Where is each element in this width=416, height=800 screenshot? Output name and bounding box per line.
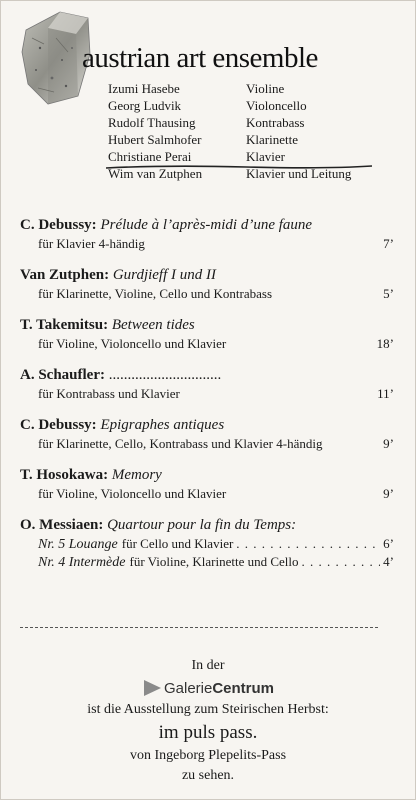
scoring: für Klarinette, Violine, Cello und Kontrabass <box>38 286 273 301</box>
piece-details <box>20 285 394 303</box>
piece-details <box>20 435 394 453</box>
member-row <box>108 97 376 114</box>
composer: O. Messiaen: <box>20 517 104 533</box>
program-item-messiaen <box>20 516 394 571</box>
program-item <box>20 366 394 403</box>
piece-details <box>20 385 394 403</box>
member-instrument: Klavier und Leitung <box>246 166 352 181</box>
work-title: Epigraphes antiques <box>100 417 225 433</box>
composer: A. Schaufler: <box>20 367 105 383</box>
piece-title <box>20 416 394 435</box>
member-name: Hubert Salmhofer <box>108 132 202 147</box>
dashed-divider <box>20 627 378 628</box>
piece-title <box>20 516 394 535</box>
scoring: für Klavier 4-händig <box>38 236 145 251</box>
exhibition-title: im puls pass. <box>158 722 258 743</box>
member-row <box>108 148 376 165</box>
work-title: Prélude à l’après-midi d’une faune <box>100 217 313 233</box>
duration: 9’ <box>383 486 394 501</box>
scoring: für Violine, Violoncello und Klavier <box>38 336 227 351</box>
piece-title <box>20 266 394 285</box>
duration: 11’ <box>377 386 394 401</box>
duration: 7’ <box>383 236 394 251</box>
galerie-centrum-logo <box>0 676 416 700</box>
work-title: Between tides <box>111 317 195 333</box>
movement-title: Nr. 4 Intermède <box>38 555 126 570</box>
member-instrument: Violoncello <box>246 98 307 113</box>
scoring: für Violine, Violoncello und Klavier <box>38 486 227 501</box>
piece-details <box>20 335 394 353</box>
duration: 5’ <box>383 286 394 301</box>
footer-line: In der <box>191 658 225 673</box>
program-item <box>20 466 394 503</box>
dot-leader <box>302 553 381 570</box>
duration: 6’ <box>383 536 394 551</box>
brush-underline <box>106 164 372 170</box>
footer-line: ist die Ausstellung zum Steirischen Herbst: <box>87 702 329 717</box>
scoring: für Klarinette, Cello, Kontrabass und Klavier 4-händig <box>38 436 323 451</box>
composer: T. Takemitsu: <box>20 317 109 333</box>
movement-scoring: für Cello und Klavier <box>121 536 234 551</box>
piece-title <box>20 366 394 385</box>
member-name: Wim van Zutphen <box>108 166 203 181</box>
centrum-text: Centrum <box>212 679 275 697</box>
duration: 4’ <box>383 554 394 569</box>
member-name: Christiane Perai <box>108 149 192 164</box>
play-arrow-icon <box>142 679 162 697</box>
member-name: Izumi Hasebe <box>108 81 180 96</box>
work-title: Gurdjieff I und II <box>112 267 217 283</box>
exhibition-note <box>0 656 416 786</box>
scoring: für Kontrabass und Klavier <box>38 386 180 401</box>
movement-row <box>20 535 394 553</box>
member-name: Georg Ludvik <box>108 98 182 113</box>
program-item <box>20 216 394 253</box>
member-instrument: Violine <box>246 81 285 96</box>
composer: T. Hosokawa: <box>20 467 109 483</box>
member-row <box>108 80 376 97</box>
work-title: Memory <box>111 467 162 483</box>
member-row <box>108 114 376 131</box>
piece-title <box>20 216 394 235</box>
movement-row <box>20 553 394 571</box>
ensemble-title: austrian art ensemble <box>82 42 318 74</box>
movement-title: Nr. 5 Louange <box>38 537 118 552</box>
piece-title <box>20 316 394 335</box>
piece-details <box>20 235 394 253</box>
duration: 9’ <box>383 436 394 451</box>
piece-details <box>20 485 394 503</box>
composer: Van Zutphen: <box>20 267 110 283</box>
work-title: Quartour pour la fin du Temps: <box>107 517 297 533</box>
footer-line: von Ingeborg Plepelits-Pass <box>129 748 287 763</box>
concert-program <box>20 216 394 584</box>
program-item <box>20 416 394 453</box>
composer: C. Debussy: <box>20 417 97 433</box>
composer: C. Debussy: <box>20 217 97 233</box>
member-row <box>108 131 376 148</box>
member-name: Rudolf Thausing <box>108 115 196 130</box>
program-item <box>20 266 394 303</box>
work-title: .............................. <box>108 367 222 383</box>
duration: 18’ <box>376 336 394 351</box>
member-instrument: Klavier <box>246 149 285 164</box>
dot-leader <box>236 535 380 552</box>
galerie-text: Galerie <box>163 679 213 697</box>
footer-line: zu sehen. <box>181 768 235 783</box>
movement-scoring: für Violine, Klarinette und Cello <box>129 554 299 569</box>
program-item <box>20 316 394 353</box>
piece-title <box>20 466 394 485</box>
member-instrument: Kontrabass <box>246 115 305 130</box>
member-instrument: Klarinette <box>246 132 298 147</box>
